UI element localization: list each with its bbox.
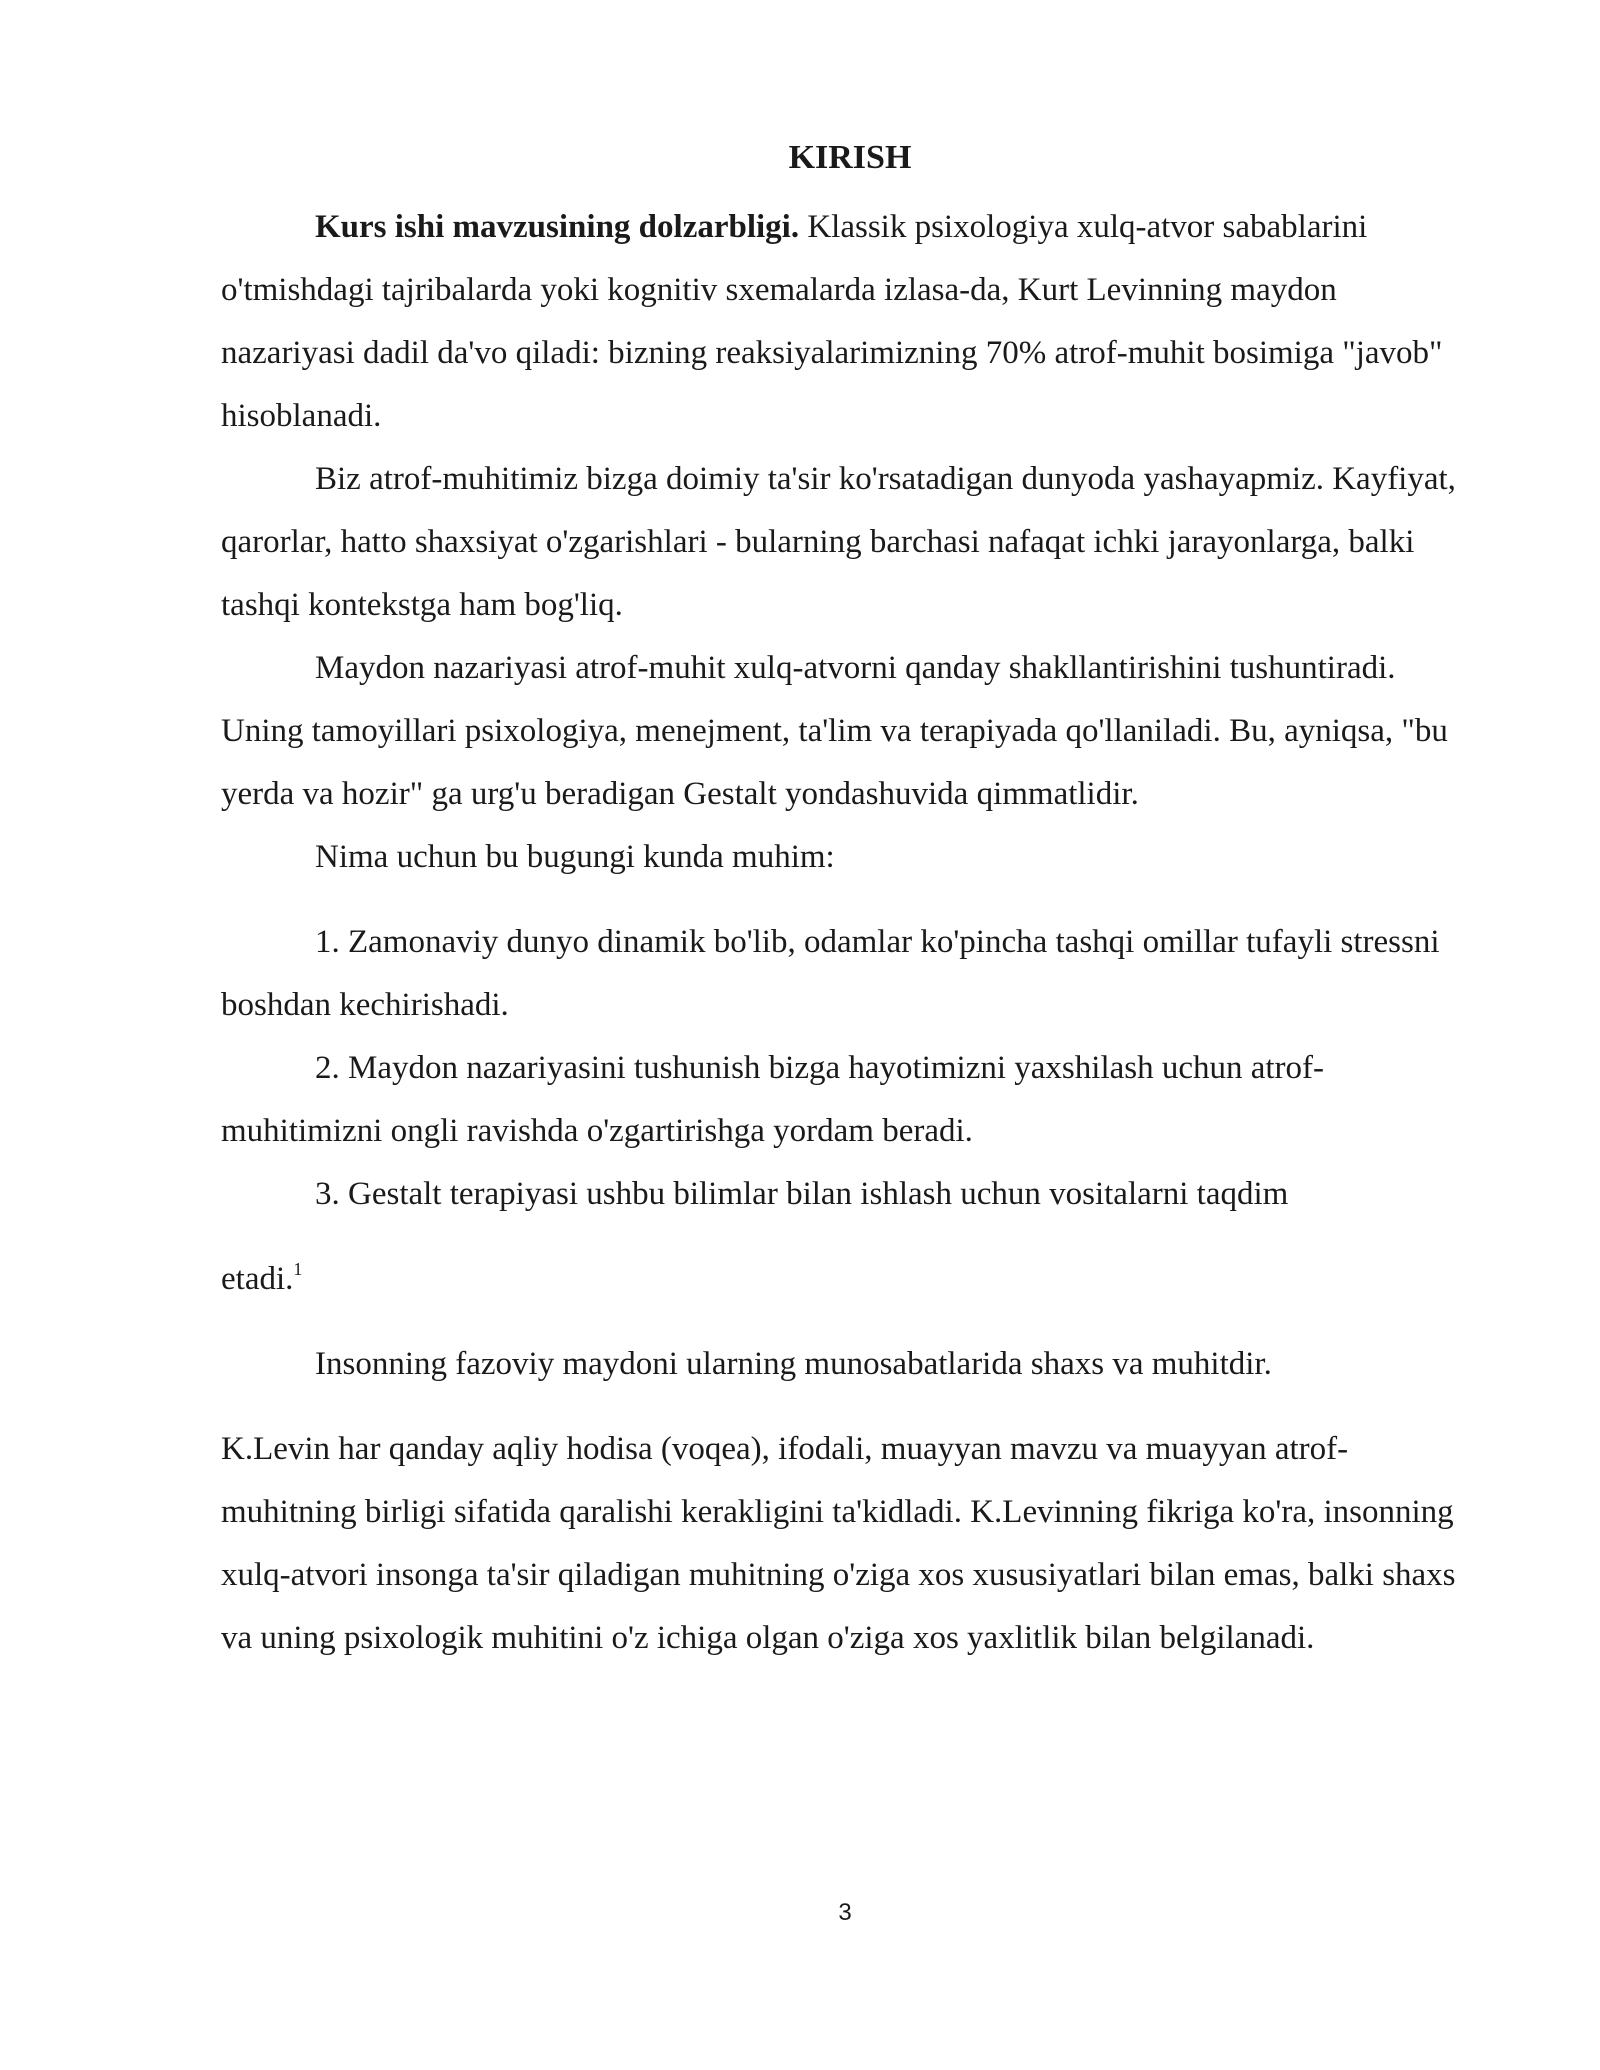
paragraph-environment: Biz atrof-muhitimiz bizga doimiy ta'sir ko'rsatadigan dunyoda yashayapmiz. Kayfiyat, qarorlar, hatto shaxsiyat o'zgarishlari - bularning barchasi nafaqat ichki jarayonlarga, balki tashqi kontekstga ham bog'liq. (221, 461, 1456, 623)
intro-lead: Kurs ishi mavzusining dolzarbligi. (315, 209, 800, 245)
paragraph-spatial-field: Insonning fazoviy maydoni ularning munosabatlarida shaxs va muhitdir. (315, 1346, 1272, 1382)
intro-paragraph (221, 196, 1475, 448)
paragraph-field-theory: Maydon nazariyasi atrof-muhit xulq-atvorni qanday shakllantirishini tushuntiradi. Uning tamoyillari psixologiya, menejment, ta'lim va terapiyada qo'llaniladi. Bu, ayniqsa, "bu yerda va hozir" ga urg'u beradigan Gestalt yondashuvida qimmatlidir. (221, 650, 1448, 812)
list-item-1: 1. Zamonaviy dunyo dinamik bo'lib, odamlar ko'pincha tashqi omillar tufayli stressni boshdan kechirishadi. (221, 924, 1440, 1023)
section-heading: KIRISH (788, 139, 912, 176)
list-item-3 (221, 1163, 1475, 1226)
list-item-3-line-1: 3. Gestalt terapiyasi ushbu bilimlar bilan ishlash uchun vositalarni taqdim (315, 1176, 1289, 1212)
list-item-3-continuation (221, 1248, 1475, 1311)
page-number: 3 (838, 1899, 852, 1926)
list-item-2: 2. Maydon nazariyasini tushunish bizga hayotimizni yaxshilash uchun atrof-muhitimizni ongli ravishda o'zgartirishga yordam beradi. (221, 1050, 1325, 1149)
intro-text: Klassik psixologiya xulq-atvor sabablarini o'tmishdagi tajribalarda yoki kognitiv sxemalarda izlasa-da, Kurt Levinning maydon nazariyasi dadil da'vo qiladi: bizning reaksiyalarimizning 70% atrof-muhit bosimiga "javob" hisoblanadi. (221, 209, 1443, 434)
paragraph-levin: K.Levin har qanday aqliy hodisa (voqea), ifodali, muayyan mavzu va muayyan atrof-muhitning birligi sifatida qaralishi kerakligini ta'kidladi. K.Levinning fikriga ko'ra, insonning xulq-atvori insonga ta'sir qiladigan muhitning o'ziga xos xususiyatlari bilan emas, balki shaxs va uning psixologik muhitini o'z ichiga olgan o'ziga xos yaxlitlik bilan belgilanadi. (221, 1431, 1456, 1656)
footnote-reference[interactable]: 1 (293, 1259, 303, 1279)
list-item-3-line-2: etadi. (221, 1261, 294, 1297)
paragraph-why-important: Nima uchun bu bugungi kunda muhim: (315, 839, 835, 875)
document-body (221, 196, 1475, 1670)
